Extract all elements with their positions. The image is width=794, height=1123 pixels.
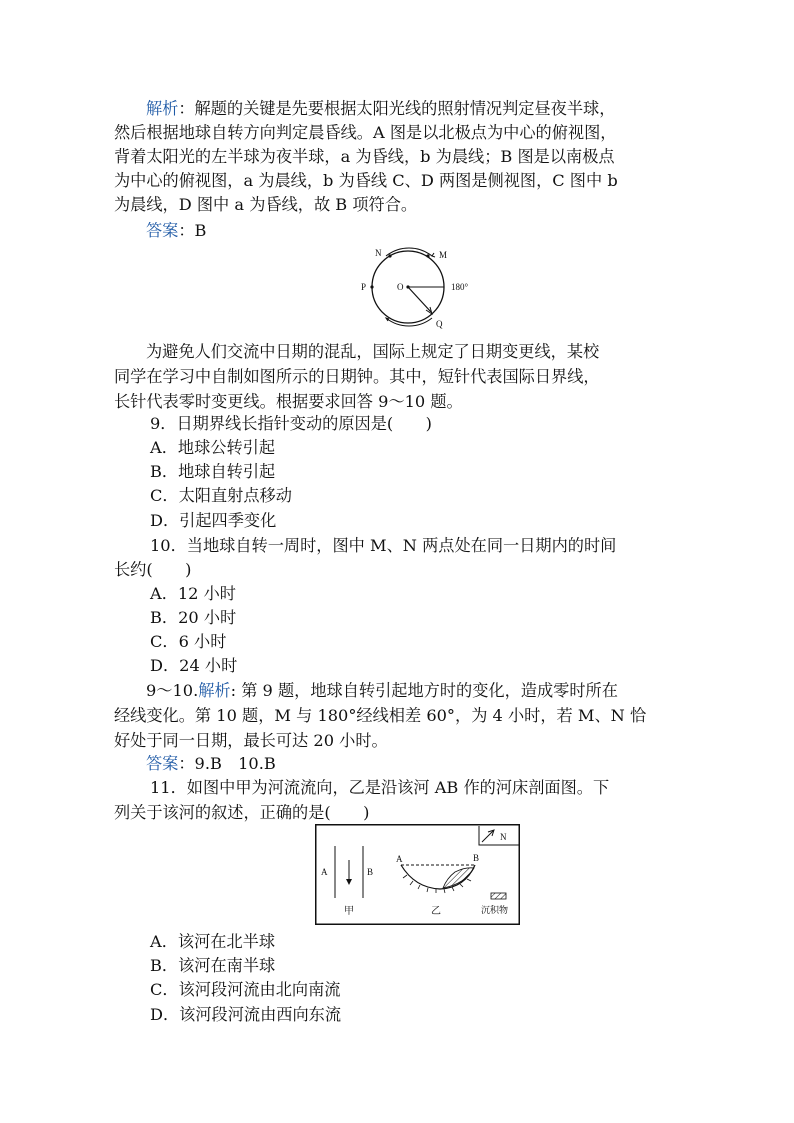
- legend-sediment: 沉积物: [481, 905, 509, 915]
- q11-stem-line-1: 11．如图中甲为河流流向，乙是沿该河 AB 作的河床剖面图。下: [150, 778, 610, 797]
- intro-line-1: 为避免人们交流中日期的混乱，国际上规定了日期变更线，某校: [146, 342, 600, 361]
- sediment-legend-swatch: [491, 893, 506, 899]
- analysis-1-line-4: 为中心的俯视图，a 为晨线，b 为昏线 C、D 两图是侧视图，C 图中 b: [114, 171, 618, 190]
- date-clock-figure: [352, 242, 482, 334]
- label-yi: 乙: [431, 906, 441, 917]
- analysis-1-line-3: 背着太阳光的左半球为夜半球，a 为昏线，b 为晨线；B 图是以南极点: [114, 147, 615, 166]
- q9-option-b: B．地球自转引起: [150, 462, 276, 481]
- label-jia: 甲: [344, 906, 354, 917]
- q10-option-a: A．12 小时: [150, 584, 236, 603]
- label-a-prime: A: [396, 854, 403, 864]
- q11-option-a: A．该河在北半球: [150, 932, 276, 951]
- label-q: Q: [436, 319, 443, 329]
- q11-stem-line-2: 列关于该河的叙述，正确的是( ): [114, 803, 370, 822]
- label-n: N: [375, 248, 382, 258]
- label-n: N: [500, 832, 507, 842]
- q9-option-a: A．地球公转引起: [150, 438, 276, 457]
- analysis-label: 解析: [146, 99, 179, 118]
- answer-1: 答案：B: [146, 221, 207, 240]
- q9-option-d: D．引起四季变化: [150, 511, 277, 530]
- q10-stem-line-1: 10．当地球自转一周时，图中 M、N 两点处在同一日期内的时间: [150, 536, 617, 555]
- label-p: P: [361, 282, 367, 292]
- q10-option-c: C．6 小时: [150, 632, 227, 651]
- q11-option-d: D．该河段河流由西向东流: [150, 1005, 342, 1024]
- label-b: B: [367, 867, 374, 877]
- analysis-1-line-5: 为晨线，D 图中 a 为昏线，故 B 项符合。: [114, 195, 418, 214]
- q10-stem-line-2: 长约( ): [114, 560, 192, 579]
- intro-line-2: 同学在学习中自制如图所示的日期钟。其中，短针代表国际日界线，: [114, 367, 600, 386]
- analysis-2-line-1: 9～10.解析: 第 9 题，地球自转引起地方时的变化，造成零时所在: [146, 681, 618, 700]
- analysis-2-line-3: 好处于同一日期，最长可达 20 小时。: [114, 731, 388, 750]
- label-o: O: [397, 282, 404, 292]
- answer-2: 答案：9.B 10.B: [146, 754, 276, 773]
- q9-option-c: C．太阳直射点移动: [150, 486, 292, 505]
- q9-stem: 9．日期界线长指针变动的原因是( ): [150, 414, 432, 433]
- label-b-prime: B: [473, 853, 480, 863]
- q10-option-d: D．24 小时: [150, 656, 238, 675]
- analysis-1-line-2: 然后根据地球自转方向判定晨昏线。A 图是以北极点为中心的俯视图，: [114, 123, 617, 142]
- analysis-2-line-2: 经线变化。第 10 题，M 与 180°经线相差 60°，为 4 小时，若 M、N 恰: [114, 706, 647, 725]
- intro-line-3: 长针代表零时变更线。根据要求回答 9～10 题。: [114, 392, 463, 411]
- label-m: M: [439, 250, 448, 260]
- analysis-1-line-1: 解析：解题的关键是先要根据太阳光线的照射情况判定昼夜半球，: [146, 99, 616, 118]
- q11-option-b: B．该河在南半球: [150, 956, 276, 975]
- q10-option-b: B．20 小时: [150, 608, 237, 627]
- label-a: A: [321, 867, 328, 877]
- q11-option-c: C．该河段河流由北向南流: [150, 980, 341, 999]
- analysis-label: 解析: [198, 681, 231, 700]
- river-figure: [315, 824, 520, 925]
- label-180: 180°: [451, 282, 469, 292]
- answer-label: 答案: [146, 754, 179, 773]
- answer-label: 答案: [146, 221, 179, 240]
